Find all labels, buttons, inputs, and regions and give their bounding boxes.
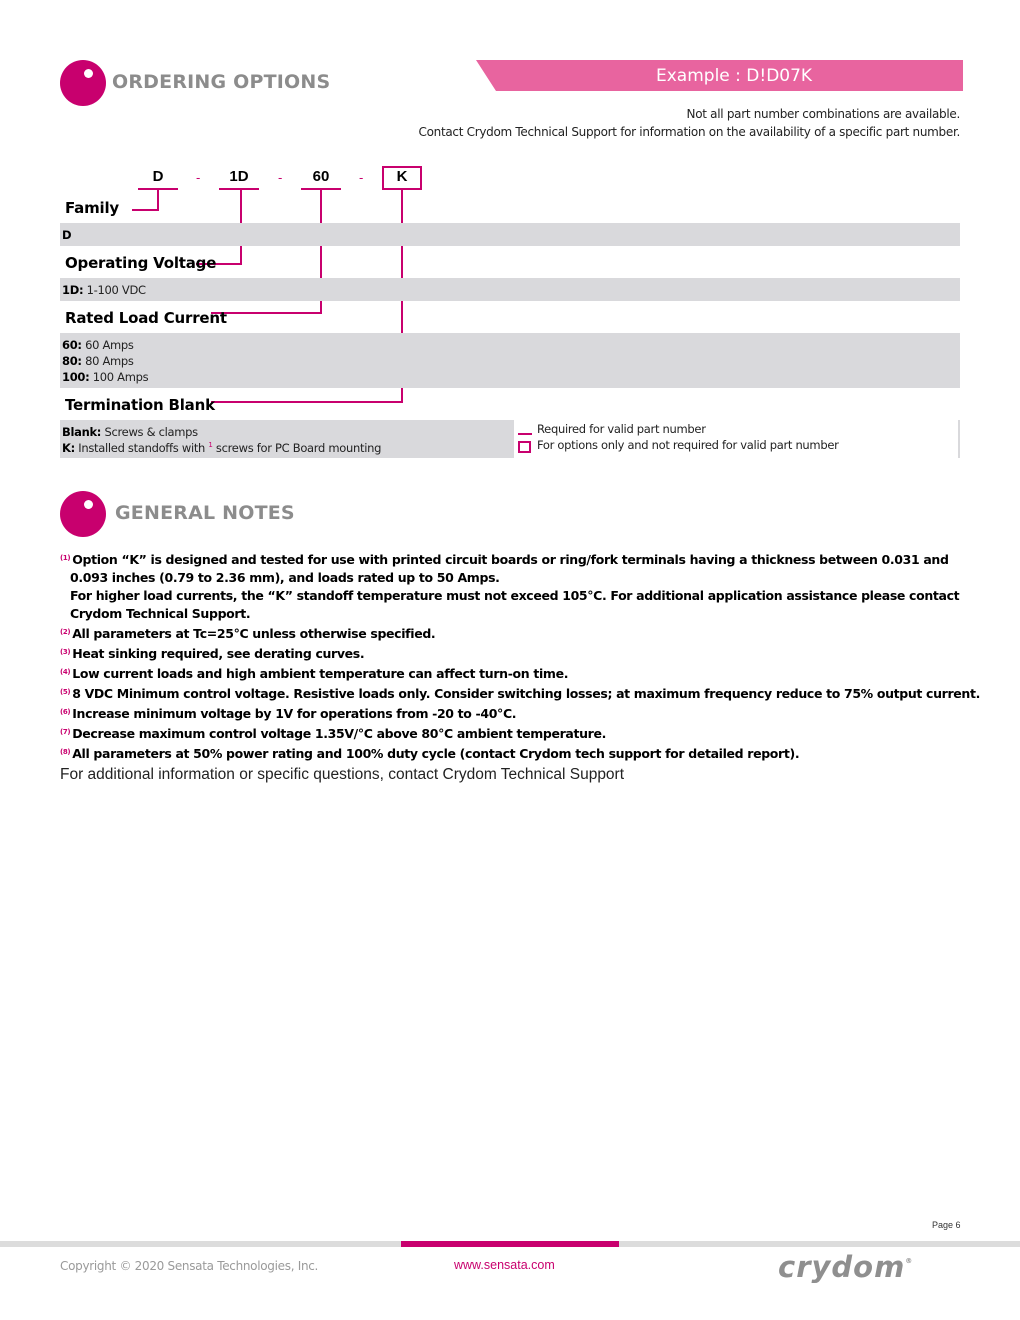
- note-item-continuation: Crydom Technical Support.: [70, 606, 251, 621]
- note-item-continuation: 0.093 inches (0.79 to 2.36 mm), and loads rated up to 50 Amps.: [70, 570, 500, 585]
- voltage-values-row: [60, 278, 960, 301]
- page-number: Page 6: [932, 1220, 961, 1230]
- pn-segment-family: D: [152, 168, 164, 185]
- pn-segment-voltage: 1D: [229, 168, 249, 185]
- note-item: $^{(3)}$ Heat sinking required, see derating curves.: [60, 646, 365, 661]
- voltage-value: 1D: 1-100 VDC: [62, 283, 146, 297]
- section-bullet-icon: [60, 60, 106, 106]
- pn-separator: -: [359, 170, 364, 185]
- copyright-text: Copyright © 2020 Sensata Technologies, Inc.: [60, 1259, 319, 1273]
- current-values-row: [60, 333, 960, 388]
- pn-segment-termination: K: [396, 168, 408, 185]
- connector-family: [157, 190, 159, 211]
- legend-optional-text: For options only and not required for valid part number: [537, 438, 839, 452]
- footer-accent-bar: [401, 1241, 619, 1247]
- example-part-number: Example : D!D07K: [656, 66, 813, 86]
- pn-separator: -: [196, 170, 201, 185]
- connector-current-h: [211, 312, 322, 314]
- note-item: $^{(6)}$ Increase minimum voltage by 1V for operations from -20 to -40°C.: [60, 706, 517, 721]
- note-item: $^{(7)}$ Decrease maximum control voltage 1.35V/°C above 80°C ambient temperature.: [60, 726, 607, 741]
- legend-optional-icon: [518, 441, 531, 453]
- pn-segment-current: 60: [312, 168, 330, 185]
- current-value: 80: 80 Amps: [62, 354, 134, 368]
- website-link[interactable]: www.sensata.com: [454, 1258, 555, 1272]
- current-value: 60: 60 Amps: [62, 338, 134, 352]
- family-value: D: [62, 228, 72, 242]
- connector-termination-h: [211, 401, 403, 403]
- pn-underline-voltage: [219, 188, 259, 190]
- ordering-options-title: ORDERING OPTIONS: [112, 71, 331, 93]
- note-item: $^{(1)}$ Option “K” is designed and tested for use with printed circuit boards or ring/fork terminals having a thickness between 0.031 and: [60, 552, 949, 567]
- legend-divider: [958, 420, 960, 458]
- family-values-row: [60, 223, 960, 246]
- contact-support-text: For additional information or specific questions, contact Crydom Technical Support: [60, 766, 625, 783]
- legend-required-icon: [518, 433, 532, 435]
- termination-label: Termination Blank: [65, 396, 215, 414]
- availability-note-1: Not all part number combinations are available.: [686, 107, 960, 121]
- family-label: Family: [65, 199, 119, 217]
- note-item-continuation: For higher load currents, the “K” standoff temperature must not exceed 105°C. For additional application assistance please contact: [70, 588, 960, 603]
- legend-required-text: Required for valid part number: [537, 422, 706, 436]
- note-item: $^{(8)}$ All parameters at 50% power rating and 100% duty cycle (contact Crydom tech support for detailed report).: [60, 746, 800, 761]
- note-item: $^{(2)}$ All parameters at Tc=25°C unless otherwise specified.: [60, 626, 436, 641]
- note-item: $^{(5)}$ 8 VDC Minimum control voltage. Resistive loads only. Consider switching losses; at maximum frequency reduce to 75% output current.: [60, 686, 980, 701]
- availability-note-2: Contact Crydom Technical Support for information on the availability of a specific part number.: [418, 125, 960, 139]
- general-notes-list: [60, 549, 980, 763]
- termination-value: Blank: Screws & clamps: [62, 425, 198, 439]
- current-value: 100: 100 Amps: [62, 370, 149, 384]
- crydom-logo: crydom®: [778, 1250, 914, 1284]
- section-bullet-icon: [60, 491, 106, 537]
- pn-separator: -: [278, 170, 283, 185]
- voltage-label: Operating Voltage: [65, 254, 217, 272]
- termination-value: K: Installed standoffs with $^1$ screws for PC Board mounting: [62, 441, 382, 455]
- general-notes-title: GENERAL NOTES: [115, 502, 295, 524]
- connector-family-h: [132, 209, 159, 211]
- note-item: $^{(4)}$ Low current loads and high ambient temperature can affect turn-on time.: [60, 666, 569, 681]
- current-label: Rated Load Current: [65, 309, 227, 327]
